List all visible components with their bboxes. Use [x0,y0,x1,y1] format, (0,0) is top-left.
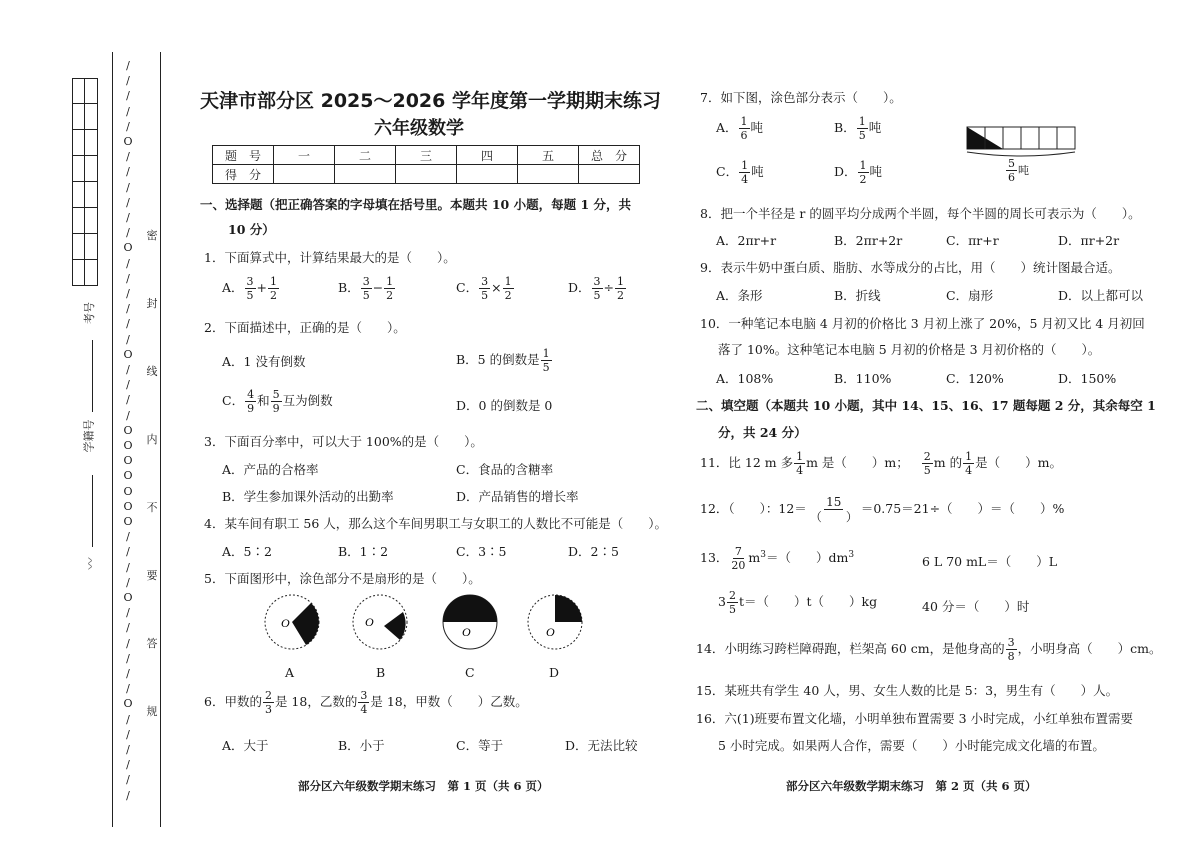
binding-mark: / [126,636,130,650]
binding-mark: / [126,621,130,635]
binding-mark: 不 [146,501,158,514]
kaohao-label: 考号 [83,302,96,324]
q9-option-c: C．扇形 [946,288,994,303]
binding-mark: O [123,347,133,361]
score-cell: 总 分 [579,146,640,165]
binding-mark: / [126,74,130,88]
binding-mark: / [126,104,130,118]
score-input[interactable] [335,165,396,184]
q8-option-a: A．2πr+r [716,233,777,248]
binding-mark: O [123,484,133,498]
q10-option-d: D．150% [1058,371,1117,386]
binding-mark: 线 [146,365,158,378]
binding-mark: / [126,211,130,224]
q7-text: 7．如下图，涂色部分表示（ ）。 [700,90,902,105]
binding-mark: / [126,271,130,285]
q5-figures [260,590,600,656]
q1-option-a: A． $\frac{3}{5}$ + $\frac{1}{2}$ [222,275,278,302]
binding-mark: / [126,606,130,620]
q4-text: 4．某车间有职工 56 人，那么这个车间男职工与女职工的人数比不可能是（ ）。 [204,516,668,531]
binding-mark: / [126,363,130,376]
binding-mark: / [126,530,130,544]
binding-mark: O [123,135,133,148]
q7-option-b: B． $\frac{1}{5}$ 吨 [834,115,882,142]
q5-label-b: B [376,665,386,680]
q13-text-a: 13． $\frac{7}{20}$ $m^3=$（ ）$dm^3$ [700,545,855,572]
binding-mark: O [123,454,133,468]
q13-text-d: 40 分＝（ ）时 [922,599,1030,614]
binding-mark: 要 [146,569,158,582]
binding-mark: 规 [146,705,158,718]
score-input[interactable] [396,165,457,184]
binding-mark: O [123,469,133,483]
binding-mark: 密 [146,229,158,242]
q6-text: 6．甲数的 $\frac{2}{3}$ 是 18，乙数的 $\frac{3}{4}$ 是 18，甲数（ ）乙数。 [204,689,528,716]
q2-option-a: A．1 没有倒数 [222,354,306,369]
q16-text: 16．六(1)班要布置文化墙，小明单独布置需要 3 小时完成，小红单独布置需要 [696,711,1134,726]
q5-label-c: C [465,665,475,680]
q12-text: 12．（ ）：12＝ $\frac{15}{( )}$ ＝0.75＝21÷（ ）＝（ ）% [700,495,1065,524]
binding-mark: 内 [146,433,158,446]
q4-option-d: D．2∶5 [568,544,619,559]
kaohao-underline [92,340,93,412]
binding-mark: / [126,119,130,133]
q10-option-a: A．108% [716,371,774,386]
q2-option-b: B．5 的倒数是 $\frac{1}{5}$ [456,347,550,374]
q14-text: 14．小明练习跨栏障碍跑，栏架高 60 cm，是他身高的 $\frac{3}{8}$ ，小明身高（ ）cm。 [696,636,1162,663]
q10-option-b: B．110% [834,371,892,386]
exam-title: 天津市部分区 2025～2026 学年度第一学期期末练习 [200,90,661,112]
q5-label-d: D [549,665,560,680]
binding-mark: 封 [146,297,158,310]
q3-option-c: C．食品的含糖率 [456,462,554,477]
section-2-heading: 二、填空题（本题共 10 小题，其中 14、15、16、17 题每题 2 分，其余每空 1 [696,398,1156,413]
q2-text: 2．下面描述中，正确的是（ ）。 [204,320,406,335]
binding-mark: / [126,651,130,665]
q7-fig-label: $\frac{5}{6}$ 吨 [1008,157,1029,184]
score-cell: 得 分 [213,165,274,184]
binding-mark: / [126,788,130,802]
q1-option-c: C． $\frac{3}{5}$ × $\frac{1}{2}$ [456,275,512,302]
score-input[interactable] [274,165,335,184]
figure-a [265,595,319,649]
binding-mark: / [126,287,130,300]
q2-option-c: C． $\frac{4}{9}$ 和 $\frac{5}{9}$ 互为倒数 [222,388,333,415]
center-o: O [462,625,471,639]
binding-mark: O [123,423,133,437]
section-2-heading-cont: 分，共 24 分） [718,425,807,440]
center-o: O [281,616,290,630]
q13-text-c: 3 $\frac{2}{5}$ t＝（ ）t（ ）kg [718,589,878,616]
binding-mark: / [126,667,130,680]
q9-text: 9．表示牛奶中蛋白质、脂肪、水等成分的占比，用（ ）统计图最合适。 [700,260,1121,275]
binding-mark: 答 [146,637,158,650]
binding-mark: / [126,408,130,422]
binding-mark: / [126,682,130,696]
q9-option-d: D．以上都可以 [1058,288,1144,303]
q3-option-a: A．产品的合格率 [222,462,319,477]
q7-option-a: A． $\frac{1}{6}$ 吨 [716,115,764,142]
q6-option-a: A．大于 [222,738,269,753]
binding-mark: O [123,439,133,452]
binding-mark: / [126,743,130,756]
section-1-heading-cont: 10 分） [228,222,275,237]
q8-option-c: C．πr+r [946,233,999,248]
q7-bar-figure [966,126,1078,160]
binding-mark: O [123,241,133,255]
q15-text: 15．某班共有学生 40 人，男、女生人数的比是 5：3，男生有（ ）人。 [696,683,1119,698]
binding-mark: / [126,545,130,559]
binding-mark: / [126,317,130,331]
q6-option-b: B．小于 [338,738,385,753]
center-o: O [546,625,555,639]
q4-option-b: B．1∶2 [338,544,389,559]
score-cell: 题 号 [213,146,274,165]
page-1-footer: 部分区六年级数学期末练习 第 1 页（共 6 页） [298,779,549,793]
q11-text: 11．比 12 m 多 $\frac{1}{4}$ m 是（ ）m； $\frac{2}{5}$ m 的 $\frac{1}{4}$ 是（ ）m。 [700,450,1062,477]
q10-text: 10．一种笔记本电脑 4 月初的价格比 3 月初上涨了 20%，5 月初又比 4 月初回 [700,316,1145,331]
q1-text: 1．下面算式中，计算结果最大的是（ ）。 [204,250,456,265]
binding-mark: / [126,712,130,726]
q1-option-d: D． $\frac{3}{5}$ ÷ $\frac{1}{2}$ [568,275,625,302]
q3-option-b: B．学生参加课外活动的出勤率 [222,489,394,504]
score-input[interactable] [457,165,518,184]
binding-mark: O [123,697,133,711]
figure-d [528,595,582,649]
score-table [212,145,640,184]
binding-mark: / [126,89,130,103]
center-o: O [365,615,374,629]
binding-mark: / [126,378,130,392]
page-2-footer: 部分区六年级数学期末练习 第 2 页（共 6 页） [786,779,1037,793]
q10-option-c: C．120% [946,371,1004,386]
q4-option-c: C．3∶5 [456,544,507,559]
q5-text: 5．下面图形中，涂色部分不是扇形的是（ ）。 [204,571,481,586]
score-cell: 二 [335,146,396,165]
q9-option-a: A．条形 [716,288,763,303]
answer-box-grid [72,78,98,286]
score-cell: 三 [396,146,457,165]
binding-mark: / [126,332,130,346]
binding-mark: / [126,302,130,316]
xuejihao-label: 学籍号 [82,419,96,453]
q7-option-c: C． $\frac{1}{4}$ 吨 [716,159,764,186]
figure-c [443,595,497,649]
score-cell: 四 [457,146,518,165]
score-input[interactable] [579,165,640,184]
q9-option-b: B．折线 [834,288,881,303]
q10-text-cont: 落了 10%。这种笔记本电脑 5 月初的价格是 3 月初价格的（ ）。 [718,342,1101,357]
q8-option-d: D．πr+2r [1058,233,1120,248]
binding-mark: O [123,591,133,604]
binding-strip [0,0,180,849]
cut-line [112,52,113,827]
q4-option-a: A．5∶2 [222,544,272,559]
exam-subtitle: 六年级数学 [374,118,464,139]
score-input[interactable] [518,165,579,184]
binding-mark: / [126,393,130,407]
cut-line-2 [160,52,161,827]
score-cell: 五 [518,146,579,165]
q6-option-c: C．等于 [456,738,504,753]
q2-option-d: D．0 的倒数是 0 [456,398,553,413]
binding-mark: / [126,773,130,787]
binding-mark: / [126,575,130,589]
figure-b [353,595,407,649]
binding-mark: O [123,515,133,528]
name-underline [92,475,93,547]
q16-text-cont: 5 小时完成。如果两人合作，需要（ ）小时能完成文化墙的布置。 [718,738,1105,753]
score-cell: 一 [274,146,335,165]
q7-option-d: D． $\frac{1}{2}$ 吨 [834,159,883,186]
q8-option-b: B．2πr+2r [834,233,903,248]
q5-label-a: A [285,665,295,680]
binding-mark: / [126,150,130,164]
binding-mark: / [126,560,130,574]
q3-option-d: D．产品销售的增长率 [456,489,579,504]
wave-mark: 〰 [83,557,98,570]
q6-option-d: D．无法比较 [565,738,638,753]
q13-text-b: 6 L 70 mL＝（ ）L [922,554,1058,569]
binding-mark: / [126,165,130,179]
binding-mark: / [126,758,130,772]
binding-mark: / [126,59,130,72]
binding-mark: / [126,195,130,209]
section-1-heading: 一、选择题（把正确答案的字母填在括号里。本题共 10 小题，每题 1 分，共 [200,197,632,212]
binding-mark: / [126,256,130,270]
binding-mark: / [126,180,130,194]
q1-option-b: B． $\frac{3}{5}$ − $\frac{1}{2}$ [338,275,394,302]
q3-text: 3．下面百分率中，可以大于 100%的是（ ）。 [204,434,483,449]
binding-mark: / [126,226,130,240]
binding-mark: / [126,727,130,741]
q8-text: 8．把一个半径是 r 的圆平均分成两个半圆，每个半圆的周长可表示为（ ）。 [700,206,1141,221]
binding-mark: O [123,499,133,513]
